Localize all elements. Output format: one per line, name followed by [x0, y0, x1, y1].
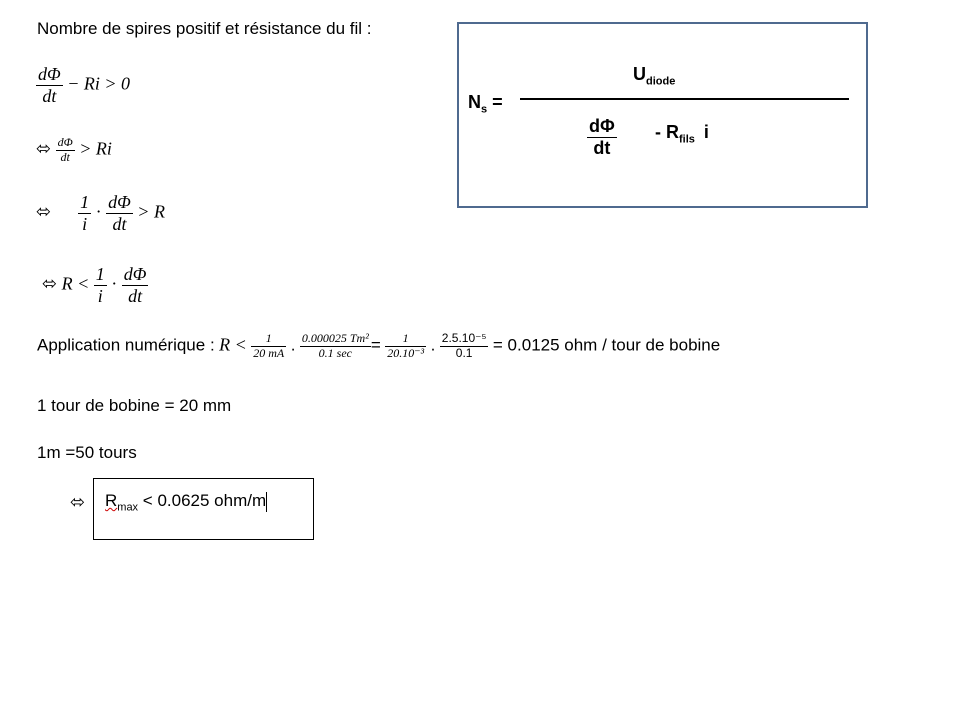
text-caret [266, 492, 267, 512]
formula-denominator-fraction: $\frac{d\Phi}{dt}$ [589, 116, 615, 158]
main-fraction-bar [520, 98, 849, 100]
result-text[interactable] [105, 491, 267, 513]
formula-resistance-term: - $R_{fils}$ i [655, 122, 709, 146]
step-4-lead: R < [61, 273, 90, 294]
fraction-app-1: $\frac{1}{20 mA}$ [253, 331, 285, 360]
fraction-dphi-dt: $\frac{d\Phi}{dt}$ [38, 64, 61, 106]
formula-lhs: $N_s$ = [468, 92, 503, 116]
step-3-rest: > R [137, 201, 165, 222]
fraction-dphi-dt: $\frac{d\Phi}{dt}$ [108, 192, 131, 234]
r-max-symbol: $R_{max}$ [105, 491, 139, 514]
dot: · [111, 273, 118, 294]
step-2-rest: > Ri [79, 138, 112, 159]
fraction-app-2: $\frac{\text{0.000025 Tm²}}{0.1 \sec}$ [301, 331, 369, 360]
fraction-dphi-dt: $\frac{d\Phi}{dt}$ [123, 264, 147, 306]
line-tour: 1 tour de bobine = 20 mm [37, 396, 232, 415]
dot: · [95, 201, 102, 222]
dot: . [290, 335, 296, 355]
fraction-dphi-dt: $\frac{d\Phi}{dt}$ [57, 135, 73, 164]
equivalence-arrow-icon: ⬄ [42, 273, 58, 295]
step-1-rest: − Ri > 0 [67, 73, 130, 94]
equals-sign: = [370, 335, 381, 355]
result-value: < 0.0625 ohm/m [142, 491, 267, 510]
application-line [37, 332, 720, 361]
step-4 [42, 264, 148, 306]
fraction-app-3: $\frac{1}{\text{20.10⁻³}}$ [387, 331, 425, 360]
step-3 [36, 192, 165, 234]
dot: . [430, 335, 436, 355]
formula-numerator: $U_{diode}$ [633, 64, 676, 88]
fraction-one-over-i: $\frac{1}{i}$ [95, 264, 105, 306]
application-label: Application numérique : [37, 335, 215, 355]
equivalence-arrow-icon: ⬄ [36, 201, 52, 223]
heading: Nombre de spires positif et résistance du fil : [37, 19, 372, 38]
line-meter: 1m =50 tours [37, 443, 137, 462]
application-lead: R < [219, 334, 247, 355]
step-2 [36, 136, 112, 165]
formula-box [457, 22, 868, 208]
result-box [93, 478, 314, 540]
equivalence-arrow-icon: ⬄ [70, 492, 86, 513]
equivalence-arrow-icon: ⬄ [36, 138, 52, 160]
step-1 [36, 64, 130, 106]
fraction-app-4: $\frac{\text{2.5.10⁻⁵}}{0.1}$ [441, 331, 487, 360]
fraction-one-over-i: $\frac{1}{i}$ [80, 192, 90, 234]
application-result: = 0.0125 ohm / tour de bobine [492, 335, 721, 355]
